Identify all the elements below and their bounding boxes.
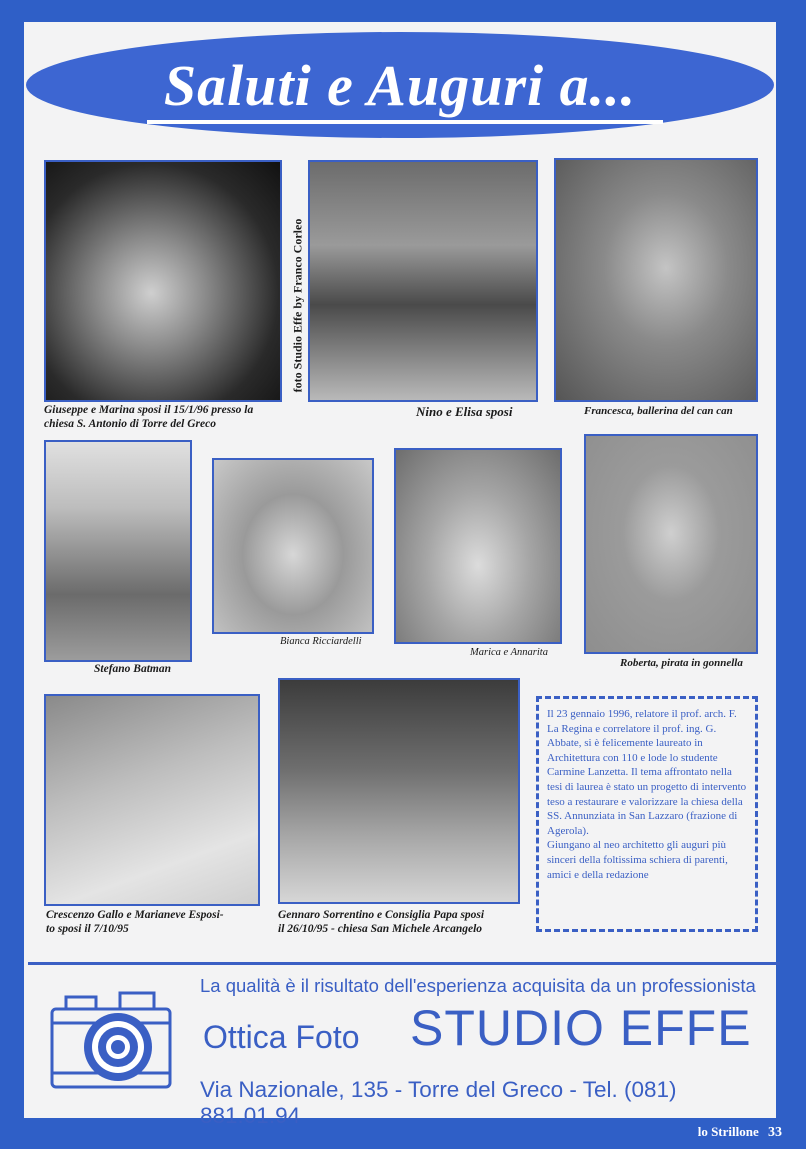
ad-address: Via Nazionale, 135 - Torre del Greco - Tel. (081) 881.01.94 bbox=[200, 1077, 677, 1128]
title-underline bbox=[147, 120, 663, 124]
photo-credit: foto Studio Effe by Franco Corleo bbox=[290, 218, 305, 392]
photo-bianca bbox=[212, 458, 374, 634]
caption-nino-elisa: Nino e Elisa sposi bbox=[416, 404, 513, 419]
caption-stefano: Stefano Batman bbox=[94, 663, 172, 675]
photo-roberta bbox=[584, 434, 758, 654]
photo-giuseppe-marina bbox=[44, 160, 282, 402]
caption-crescenzo-marianeve: Crescenzo Gallo e Marianeve Esposi- to sposi il 7/10/95 bbox=[46, 909, 224, 935]
caption-marica-annarita: Marica e Annarita bbox=[470, 647, 548, 658]
caption-bianca: Bianca Ricciardelli bbox=[280, 636, 362, 647]
ad-tagline: La qualità è il risultato dell'esperienza acquisita da un professionista bbox=[200, 975, 756, 996]
page-title: Saluti e Auguri a... bbox=[163, 52, 637, 118]
photo-francesca bbox=[554, 158, 758, 402]
studio-effe-advertisement bbox=[28, 962, 780, 1128]
ad-shop-prefix: Ottica Foto bbox=[203, 1019, 360, 1055]
photo-nino-elisa bbox=[308, 160, 538, 402]
ad-shop-name: STUDIO EFFE bbox=[410, 1000, 752, 1056]
camera-icon bbox=[48, 987, 178, 1097]
photo-crescenzo-marianeve bbox=[44, 694, 260, 906]
magazine-name: lo Strillone bbox=[697, 1124, 759, 1139]
page-footer bbox=[698, 1124, 782, 1141]
caption-francesca: Francesca, ballerina del can can bbox=[584, 405, 733, 417]
photo-stefano bbox=[44, 440, 192, 662]
caption-gennaro-consiglia: Gennaro Sorrentino e Consiglia Papa sposi il 26/10/95 - chiesa San Michele Arcangelo bbox=[278, 909, 485, 935]
page bbox=[24, 22, 776, 1128]
caption-roberta: Roberta, pirata in gonnella bbox=[620, 657, 743, 669]
announcement-paragraph-1: Il 23 gennaio 1996, relatore il prof. arch. F. La Regina e correlatore il prof. ing. G. Abbate, si è felicemente laureato in Architettura con 110 e lode lo studente Carmine Lanzetta. Il tema affrontato nella tesi di laurea è stato un progetto di intervento teso a restaurare e valorizzare la chiesa della SS. Annunziata in San Lazzaro (frazione di Agerola). bbox=[547, 708, 747, 837]
graduation-announcement bbox=[536, 696, 758, 932]
photo-gennaro-consiglia bbox=[278, 678, 520, 904]
caption-giuseppe-marina: Giuseppe e Marina sposi il 15/1/96 presso la chiesa S. Antonio di Torre del Greco bbox=[44, 404, 254, 430]
page-number: 33 bbox=[768, 1125, 782, 1140]
announcement-paragraph-2: Giungano al neo architetto gli auguri più sinceri della foltissima schiera di parenti, amici e della redazione bbox=[547, 839, 728, 881]
photo-marica-annarita bbox=[394, 448, 562, 644]
